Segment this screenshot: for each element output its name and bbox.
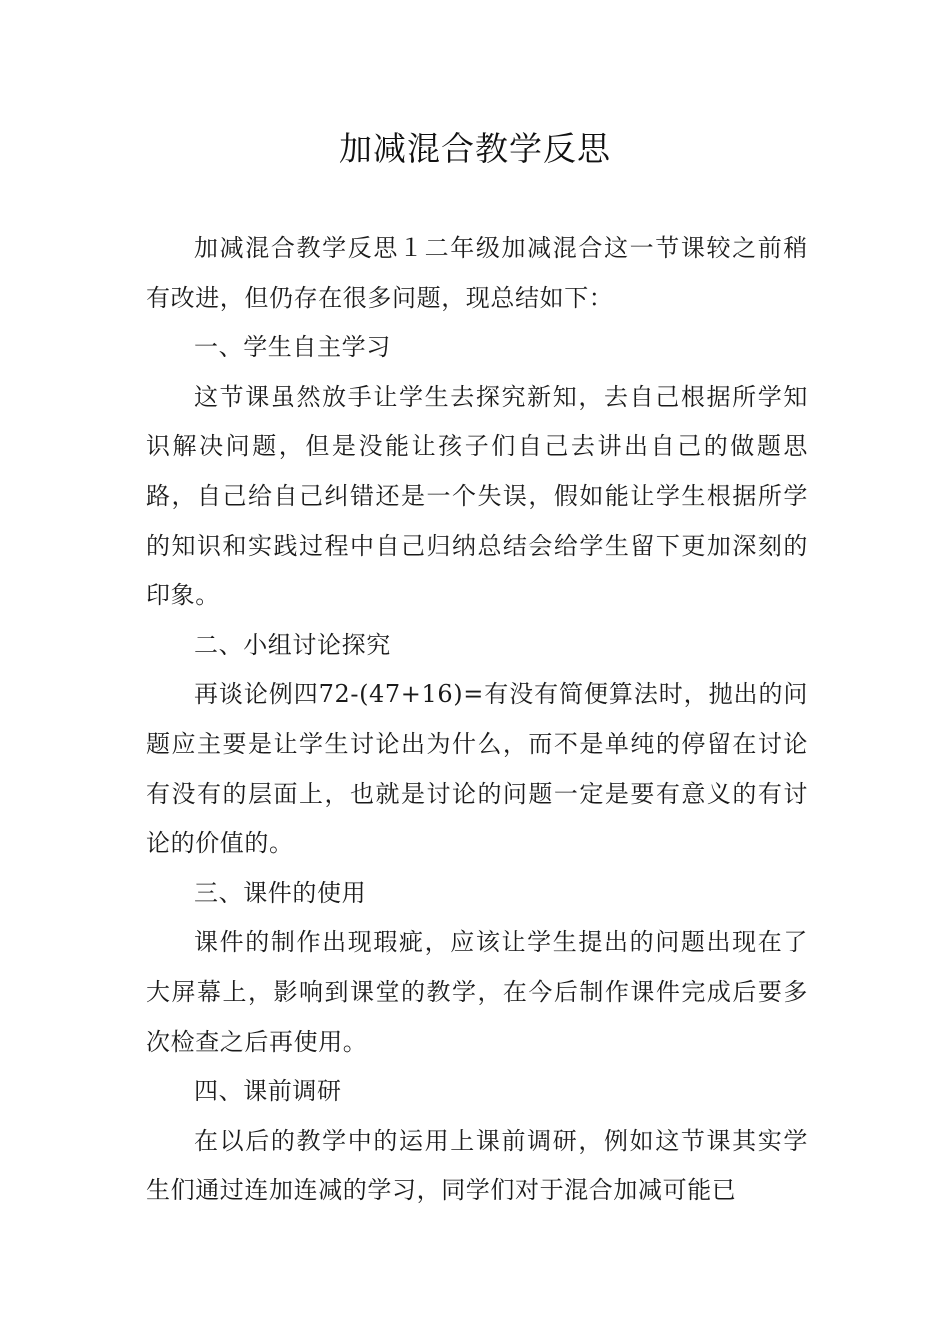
paragraph-self-study: 这节课虽然放手让学生去探究新知，去自己根据所学知识解决问题，但是没能让孩子们自己去讲出自己的做题思路，自己给自己纠错还是一个失误，假如能让学生根据所学的知识和实践过程中自己归纳总结会给学生留下更加深刻的印象。 (146, 382, 808, 610)
paragraph-intro: 加减混合教学反思１二年级加减混合这一节课较之前稍有改进，但仍存在很多问题，现总结如下： (146, 234, 808, 312)
heading-self-study: 一、学生自主学习 (194, 333, 391, 362)
heading-courseware: 三、课件的使用 (194, 878, 367, 907)
paragraph-courseware: 课件的制作出现瑕疵，应该让学生提出的问题出现在了大屏幕上，影响到课堂的教学，在今后制作课件完成后要多次检查之后再使用。 (146, 928, 808, 1056)
heading-group-discussion: 二、小组讨论探究 (194, 630, 391, 659)
document-body (146, 224, 808, 1216)
paragraph-pre-class-research: 在以后的教学中的运用上课前调研，例如这节课其实学生们通过连加连减的学习，同学们对于混合加减可能已 (146, 1126, 808, 1205)
heading-pre-class-research: 四、课前调研 (194, 1077, 342, 1106)
document-title: 加减混合教学反思 (339, 129, 611, 168)
paragraph-group-discussion: 再谈论例四72-(47+16)=有没有简便算法时，抛出的问题应主要是让学生讨论出为什么，而不是单纯的停留在讨论有没有的层面上，也就是讨论的问题一定是要有意义的有讨论的价值的。 (146, 680, 808, 858)
